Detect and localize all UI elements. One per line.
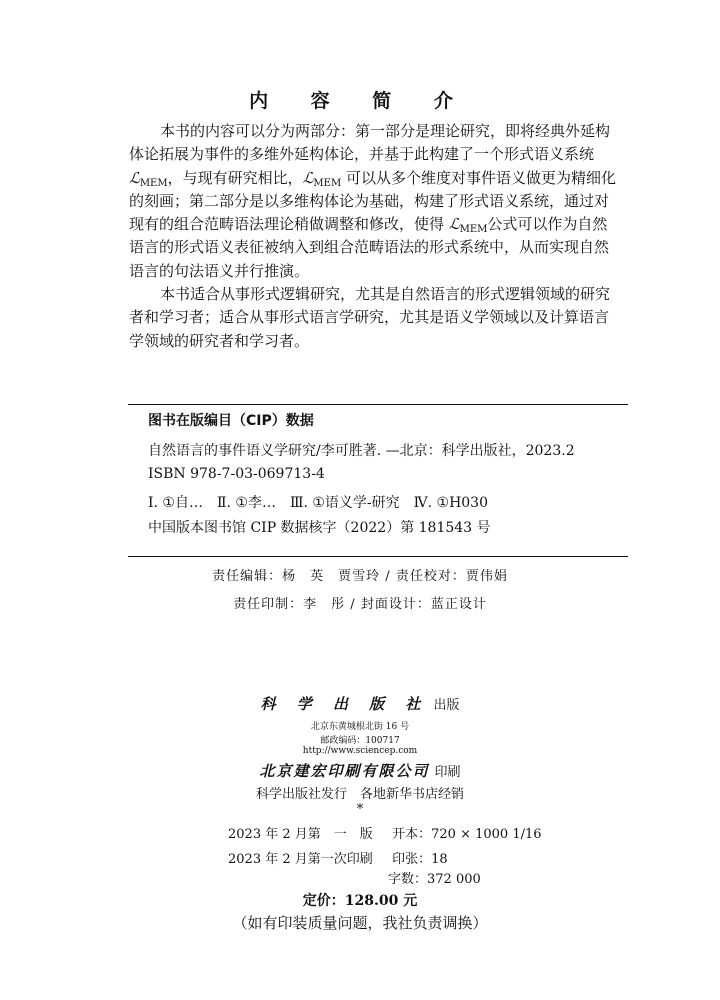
credits-line: 责任编辑：杨 英 贾雪玲 / 责任校对：贾伟娟 bbox=[212, 569, 508, 584]
address: 北京东黄城根北街 16 号 bbox=[310, 722, 410, 732]
postcode: 邮政编码：100717 bbox=[320, 736, 400, 746]
cip-line: Ⅰ. ①自… Ⅱ. ①李… Ⅲ. ①语义学-研究 Ⅳ. ①H030 bbox=[148, 494, 488, 511]
summary-line: 的刻画；第二部分是以多维构体论为基础，构建了形式语义系统，通过对 bbox=[129, 191, 610, 210]
summary-line: 语言的形式语义表征被纳入到组合范畴语法的形式系统中，从而实现自然 bbox=[129, 238, 610, 257]
publisher-line bbox=[0, 693, 720, 714]
cip-top-rule bbox=[128, 404, 628, 405]
cip-section bbox=[148, 410, 628, 543]
publisher-suffix: 出版 bbox=[433, 698, 460, 713]
credits-line: 责任印制：李 彤 / 封面设计：蓝正设计 bbox=[233, 597, 487, 612]
edition-row bbox=[228, 823, 542, 842]
website: http://www.sciencep.com bbox=[302, 746, 418, 756]
cip-heading: 图书在版编目（CIP）数据 bbox=[148, 413, 314, 429]
sheets: 印张：18 bbox=[392, 852, 448, 867]
publisher-name: 科 学 出 版 社 bbox=[260, 695, 429, 713]
words: 字数：372 000 bbox=[388, 872, 481, 887]
summary-line: ℒ$_{MEM}$，与现有研究相比，ℒ$_{MEM}$ 可以从多个维度对事件语义做更为精细化 bbox=[129, 168, 616, 189]
summary-section bbox=[129, 120, 629, 353]
mem-symbol: ℒ$_{MEM}$ bbox=[129, 168, 168, 189]
mem-symbol: ℒ$_{MEM}$ bbox=[302, 168, 342, 189]
notice: （如有印装质量问题，我社负责调换） bbox=[232, 914, 488, 932]
summary-line: 语言的句法语义并行推演。 bbox=[129, 261, 310, 280]
price: 定价：128.00 元 bbox=[302, 893, 418, 909]
printing-row bbox=[228, 848, 448, 867]
summary-line: 本书适合从事形式逻辑研究，尤其是自然语言的形式逻辑领域的研究 bbox=[160, 285, 611, 304]
page-title: 内 容 简 介 bbox=[249, 90, 471, 112]
cip-line: 中国版本图书馆 CIP 数据核字（2022）第 181543 号 bbox=[148, 520, 491, 537]
cip-line: ISBN 978-7-03-069713-4 bbox=[148, 465, 325, 482]
format: 开本：720 × 1000 1/16 bbox=[392, 827, 542, 842]
distribution: 科学出版社发行 各地新华书店经销 bbox=[255, 787, 464, 802]
edition: 2023 年 2 月第 一 版 bbox=[228, 827, 373, 842]
summary-line: 体论拓展为事件的多维外延构体论，并基于此构建了一个形式语义系统 bbox=[129, 145, 595, 164]
printer-line bbox=[0, 760, 720, 781]
printer-name: 北京建宏印刷有限公司 bbox=[259, 762, 430, 780]
cip-bottom-rule bbox=[128, 556, 628, 557]
mem-symbol: ℒ$_{MEM}$ bbox=[448, 215, 488, 236]
separator: * bbox=[356, 802, 364, 817]
summary-line: 现有的组合范畴语法理论稍做调整和修改，使得 ℒ$_{MEM}$公式可以作为自然 bbox=[129, 215, 608, 236]
summary-line: 本书的内容可以分为两部分：第一部分是理论研究，即将经典外延构 bbox=[160, 122, 611, 140]
summary-line: 者和学习者；适合从事形式语言学研究，尤其是语义学领域以及计算语言 bbox=[129, 308, 610, 327]
summary-line: 学领域的研究者和学习者。 bbox=[129, 331, 310, 350]
printer-suffix: 印刷 bbox=[434, 765, 461, 780]
cip-line: 自然语言的事件语义学研究/李可胜著. —北京：科学出版社，2023.2 bbox=[148, 443, 575, 459]
printing: 2023 年 2 月第一次印刷 bbox=[228, 852, 373, 867]
